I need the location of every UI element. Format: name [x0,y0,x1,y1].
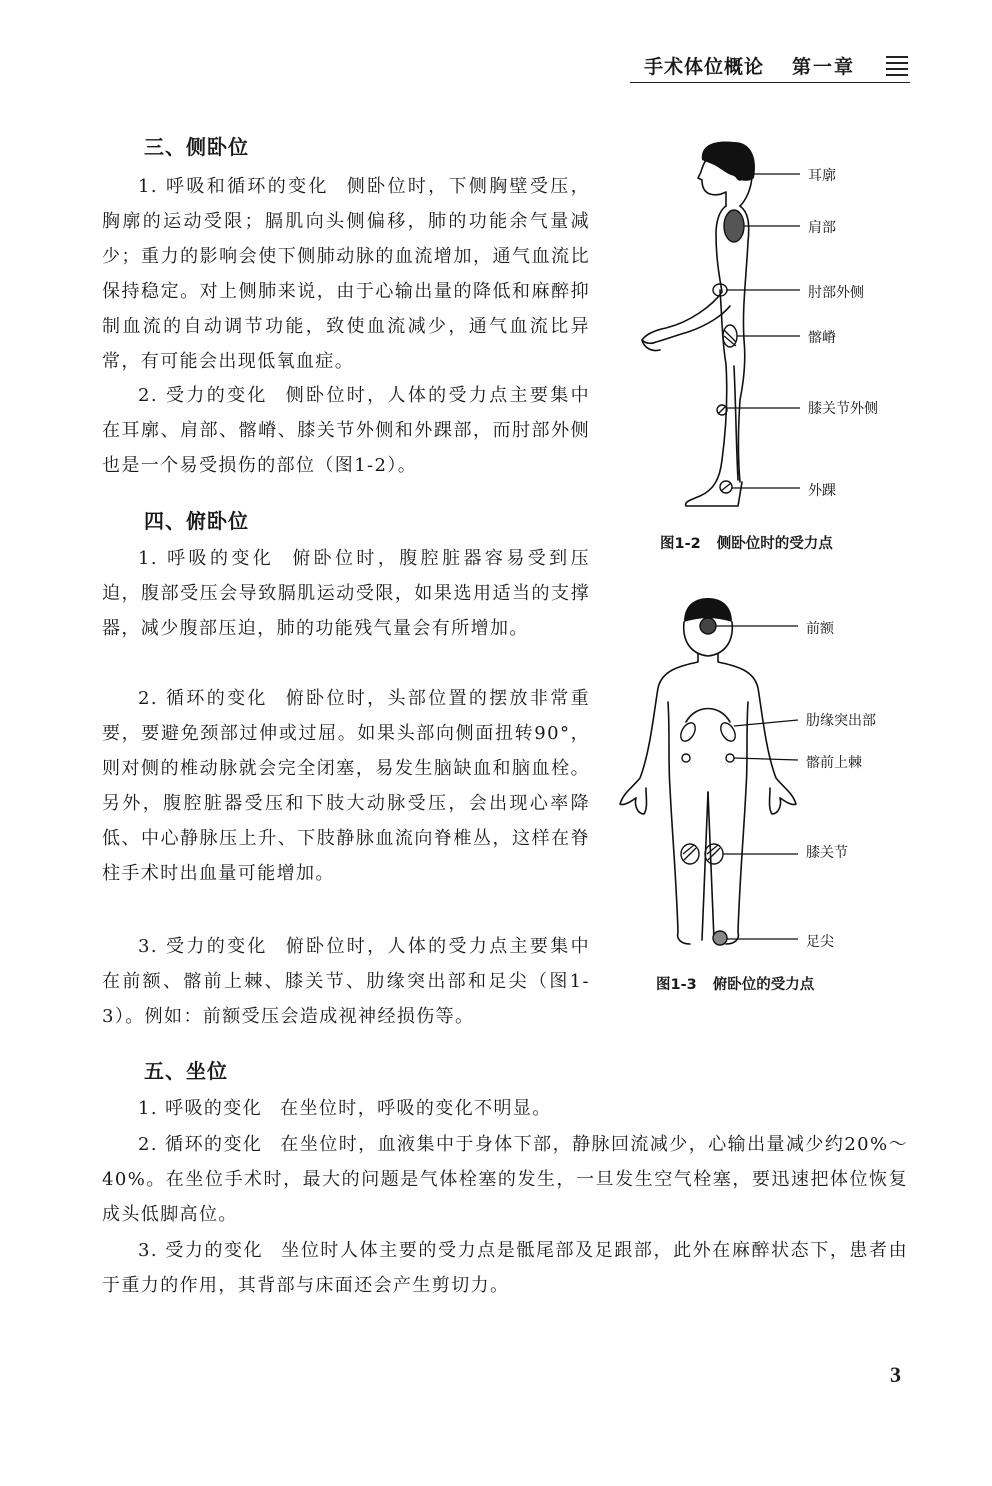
caption-text: 侧卧位时的受力点 [716,536,833,552]
caption-number: 图1-3 [656,977,697,993]
paragraph-lateral-2 [102,378,590,483]
paragraph-prone-3 [102,929,590,1034]
paragraph-text: 坐位时人体主要的受力点是骶尾部及足跟部，此外在麻醉状态下，患者由于重力的作用，其背部与床面还会产生剪切力。 [102,1240,908,1296]
figure-label: 前额 [806,621,834,637]
asis-marker [726,754,734,762]
paragraph-text: 侧卧位时，下侧胸壁受压，胸廓的运动受限；膈肌向头侧偏移，肺的功能余气量减少；重力的影响会使下侧肺动脉的血流增加，通气血流比保持稳定。对上侧肺来说，由于心输出量的降低和麻醉抑制血流的自动调节功能，致使血流减少，通气血流比异常，有可能会出现低氧血症。 [102,176,590,372]
figure-1-2 [630,130,930,560]
paragraph-sitting-3 [102,1233,908,1303]
running-header [630,50,910,83]
paragraph-lead: 2. 循环的变化 [138,688,268,709]
header-rule [886,62,908,64]
figure-label: 膝关节 [806,845,848,861]
page-number: 3 [890,1362,901,1387]
paragraph-lead: 1. 呼吸和循环的变化 [138,176,329,197]
header-rule [886,56,908,58]
figure-label: 膝关节外侧 [808,401,878,417]
paragraph-lead: 3. 受力的变化 [138,1240,264,1261]
prone-body-illustration [610,592,920,962]
figure-label: 肋缘突出部 [806,713,876,729]
paragraph-lead: 3. 受力的变化 [138,936,268,957]
figure-label: 足尖 [806,934,834,950]
figure-label: 肩部 [808,220,836,236]
lateral-body-illustration [630,130,930,530]
leader-line [734,758,798,760]
leader-line [734,720,798,726]
paragraph-lateral-1 [102,169,590,379]
paragraph-lead: 1. 呼吸的变化 [138,548,275,569]
costal-margin-marker [718,720,738,743]
header-chapter: 第一章 [792,56,856,78]
section-heading-lateral: 三、侧卧位 [144,135,249,159]
paragraph-text: 在坐位时，血液集中于身体下部，静脉回流减少，心输出量减少约20%～40%。在坐位手术时，最大的问题是气体栓塞的发生，一旦发生空气栓塞，要迅速把体位恢复成头低脚高位。 [102,1134,908,1225]
paragraph-text: 在坐位时，呼吸的变化不明显。 [280,1098,552,1119]
paragraph-text: 俯卧位时，腹腔脏器容易受到压迫，腹部受压会导致膈肌运动受限，如果选用适当的支撑器，减少腹部压迫，肺的功能残气量会有所增加。 [102,548,590,639]
caption-text: 俯卧位的受力点 [712,977,815,993]
figure-label: 髂嵴 [808,330,836,346]
paragraph-prone-1 [102,541,590,646]
toe-marker [713,931,727,945]
paragraph-lead: 2. 循环的变化 [138,1134,263,1155]
figure-1-3 [610,592,920,1002]
paragraph-text: 侧卧位时，人体的受力点主要集中在耳廓、肩部、髂嵴、膝关节外侧和外踝部，而肘部外侧也是一个易受损伤的部位（图1-2）。 [102,385,590,476]
header-section-title: 手术体位概论 [644,56,765,78]
shoulder-marker [724,210,744,242]
figure-label: 耳廓 [808,168,836,184]
figure-label: 肘部外侧 [808,285,864,301]
caption-number: 图1-2 [660,536,701,552]
section-heading-prone: 四、俯卧位 [144,509,249,533]
figure-label: 髂前上棘 [806,755,862,771]
section-heading-sitting: 五、坐位 [144,1059,228,1083]
costal-margin-marker [678,720,698,743]
paragraph-lead: 2. 受力的变化 [138,385,268,406]
paragraph-text: 俯卧位时，头部位置的摆放非常重要，要避免颈部过伸或过屈。如果头部向侧面扭转90°，则对侧的椎动脉就会完全闭塞，易发生脑缺血和脑血栓。另外，腹腔脏器受压和下肢大动脉受压，会出现心率降低、中心静脉压上升、下肢静脉血流向脊椎丛，这样在脊柱手术时出血量可能增加。 [102,688,590,884]
paragraph-sitting-1 [102,1091,908,1126]
paragraph-lead: 1. 呼吸的变化 [138,1098,263,1119]
header-rule [886,74,908,76]
paragraph-sitting-2 [102,1127,908,1232]
figure-caption [660,532,833,553]
asis-marker [682,754,690,762]
forehead-marker [700,618,716,634]
figure-label: 外踝 [808,483,836,499]
paragraph-prone-2 [102,681,590,891]
figure-caption [656,973,814,994]
paragraph-text: 俯卧位时，人体的受力点主要集中在前额、髂前上棘、膝关节、肋缘突出部和足尖（图1-3）。例如：前额受压会造成视神经损伤等。 [102,936,590,1027]
header-rule [886,68,908,70]
